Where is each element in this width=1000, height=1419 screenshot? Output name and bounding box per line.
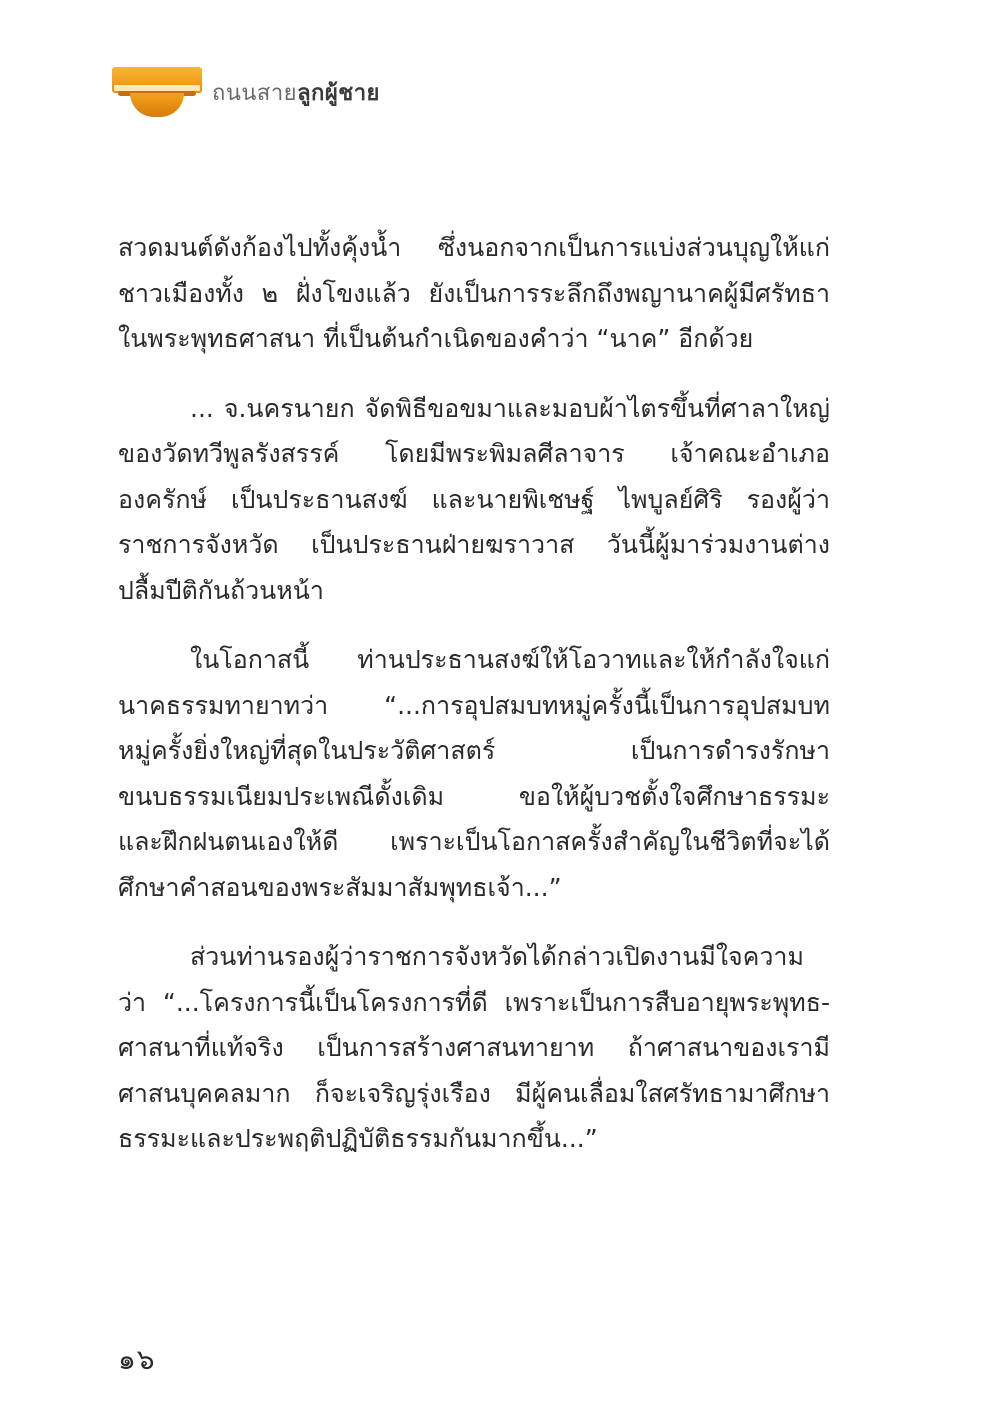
open-book-icon bbox=[112, 63, 202, 121]
page-number: ๑๖ bbox=[118, 1343, 156, 1376]
text-line: ธรรมะและประพฤติปฏิบัติธรรมกันมากขึ้น...” bbox=[118, 1124, 598, 1153]
paragraph bbox=[118, 637, 830, 910]
paragraph bbox=[118, 386, 830, 614]
header-title-part1: ถนนสาย bbox=[212, 80, 298, 106]
header-title-part2: ลูกผู้ชาย bbox=[297, 80, 380, 106]
text-line: ขนบธรรมเนียมประเพณีดั้งเดิม ขอให้ผู้บวชตั้งใจศึกษาธรรมะ bbox=[118, 781, 830, 811]
paragraph bbox=[118, 934, 830, 1162]
text-line: ปลื้มปีติกันถ้วนหน้า bbox=[118, 575, 324, 605]
text-line: ... จ.นครนายก จัดพิธีขอขมาและมอบผ้าไตรขึ้นที่ศาลาใหญ่ bbox=[190, 393, 830, 423]
text-line: ชาวเมืองทั้ง ๒ ฝั่งโขงแล้ว ยังเป็นการระลึกถึงพญานาคผู้มีศรัทธา bbox=[118, 278, 830, 308]
text-line: องครักษ์ เป็นประธานสงฆ์ และนายพิเชษฐ์ ไพบูลย์ศิริ รองผู้ว่า bbox=[118, 484, 830, 514]
text-line: ศึกษาคำสอนของพระสัมมาสัมพุทธเจ้า...” bbox=[118, 872, 562, 902]
text-line: ศาสนบุคคลมาก ก็จะเจริญรุ่งเรือง มีผู้คนเลื่อมใสศรัทธามาศึกษา bbox=[118, 1078, 830, 1108]
text-line: หมู่ครั้งยิ่งใหญ่ที่สุดในประวัติศาสตร์ เป็นการดำรงรักษา bbox=[118, 736, 830, 765]
text-line: ในพระพุทธศาสนา ที่เป็นต้นกำเนิดของคำว่า “นาค” อีกด้วย bbox=[118, 324, 754, 353]
text-line: ว่า “...โครงการนี้เป็นโครงการที่ดี เพราะเป็นการสืบอายุพระพุทธ- bbox=[118, 987, 830, 1017]
running-header bbox=[112, 62, 380, 122]
text-line: ของวัดทวีพูลรังสรรค์ โดยมีพระพิมลศีลาจาร เจ้าคณะอำเภอ bbox=[118, 439, 830, 468]
page-body bbox=[118, 225, 830, 1186]
text-line: ศาสนาที่แท้จริง เป็นการสร้างศาสนทายาท ถ้าศาสนาของเรามี bbox=[118, 1033, 830, 1062]
text-line: ในโอกาสนี้ ท่านประธานสงฆ์ให้โอวาทและให้กำลังใจแก่ bbox=[190, 645, 830, 674]
text-line: ราชการจังหวัด เป็นประธานฝ่ายฆราวาส วันนี้ผู้มาร่วมงานต่าง bbox=[118, 530, 830, 559]
paragraph bbox=[118, 225, 830, 362]
text-line: นาคธรรมทายาทว่า “...การอุปสมบทหมู่ครั้งนี้เป็นการอุปสมบท bbox=[118, 690, 830, 720]
text-line: สวดมนต์ดังก้องไปทั้งคุ้งน้ำ ซึ่งนอกจากเป็นการแบ่งส่วนบุญให้แก่ bbox=[118, 233, 830, 262]
text-line: ส่วนท่านรองผู้ว่าราชการจังหวัดได้กล่าวเปิดงานมีใจความ bbox=[190, 942, 804, 971]
header-title bbox=[212, 75, 380, 110]
text-line: และฝึกฝนตนเองให้ดี เพราะเป็นโอกาสครั้งสำคัญในชีวิตที่จะได้ bbox=[118, 827, 830, 856]
